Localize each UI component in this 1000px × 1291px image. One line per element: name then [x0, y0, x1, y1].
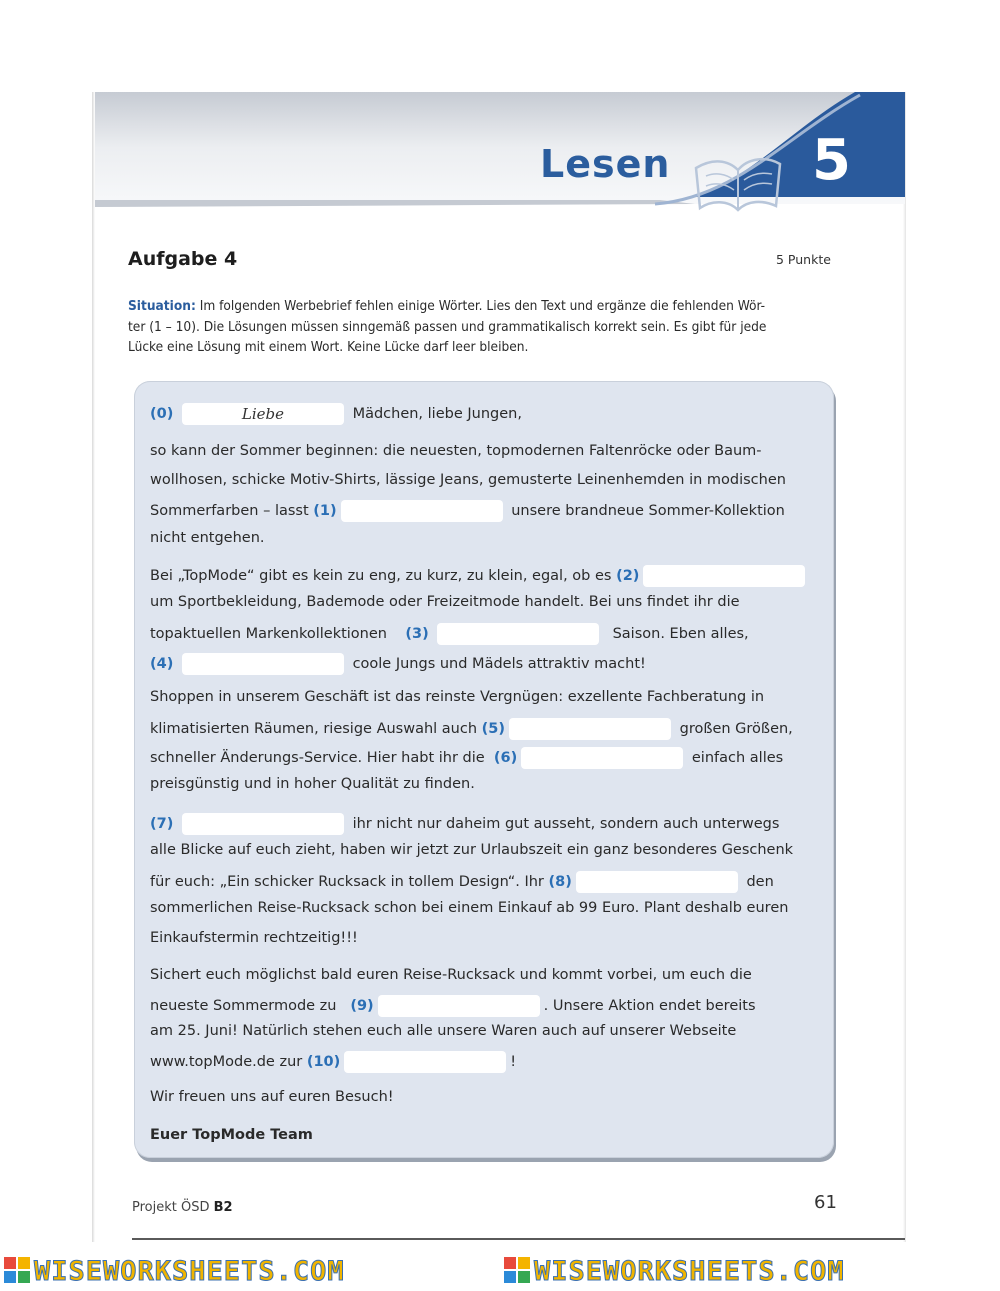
watermark-text: WISEWORKSHEETS.COM: [34, 1256, 345, 1287]
letter-line: [150, 995, 756, 1017]
watermark-2: [504, 1256, 845, 1287]
text: klimatisierten Räumen, riesige Auswahl auch: [150, 721, 478, 737]
text: www.topMode.de zur: [150, 1054, 303, 1070]
letter-line: [150, 472, 786, 488]
text: Einkaufstermin rechtzeitig!!!: [150, 930, 358, 946]
letter-line: [150, 747, 783, 769]
text: Sichert euch möglichst bald euren Reise-Rucksack und kommt vorbei, um euch die: [150, 967, 752, 983]
gap-number-2: (2): [616, 568, 640, 584]
task-title: Aufgabe 4: [128, 248, 238, 270]
text: für euch: „Ein schicker Rucksack in tollem Design“. Ihr: [150, 874, 544, 890]
text: sommerlichen Reise-Rucksack schon bei einem Einkauf ab 99 Euro. Plant deshalb euren: [150, 900, 789, 916]
book-level: B2: [213, 1200, 233, 1215]
letter-line: [150, 500, 785, 522]
section-title: Lesen: [540, 142, 671, 186]
gap-number-10: (10): [306, 1054, 341, 1070]
text: um Sportbekleidung, Bademode oder Freizeitmode handelt. Bei uns findet ihr die: [150, 594, 740, 610]
text: so kann der Sommer beginnen: die neuesten, topmodernen Faltenröcke oder Baum-: [150, 443, 762, 459]
letter-line: [150, 623, 749, 645]
letter-line: [150, 443, 762, 459]
text: !: [510, 1054, 517, 1070]
situation-label: Situation:: [128, 298, 196, 314]
closing-line: [150, 1089, 394, 1105]
letter-line: [150, 813, 779, 835]
watermark-1: [4, 1256, 345, 1287]
text: am 25. Juni! Natürlich stehen euch alle unsere Waren auch auf unserer Webseite: [150, 1023, 737, 1039]
book-name: Projekt ÖSD: [132, 1200, 214, 1215]
situation-line-2: ter (1 – 10). Die Lösungen müssen sinngemäß passen und grammatikalisch korrekt sein. Es gibt für jede: [128, 318, 767, 335]
page-edge-left: [92, 92, 95, 1242]
text: alle Blicke auf euch zieht, haben wir jetzt zur Urlaubszeit ein ganz besonderes Geschenk: [150, 842, 794, 858]
gap-input-9[interactable]: [378, 995, 540, 1017]
text: . Unsere Aktion endet bereits: [543, 998, 756, 1014]
watermark-logo-icon: [4, 1257, 30, 1283]
letter-line: [150, 930, 358, 946]
text: preisgünstig und in hoher Qualität zu finden.: [150, 776, 475, 792]
footer-divider: [132, 1238, 905, 1240]
gap-input-3[interactable]: [437, 623, 599, 645]
text: Saison. Eben alles,: [612, 626, 749, 642]
gap-number-9: (9): [350, 998, 374, 1014]
gap-input-4[interactable]: [182, 653, 344, 675]
text: Wir freuen uns auf euren Besuch!: [150, 1089, 394, 1105]
open-book-icon: [688, 128, 788, 218]
text: den: [746, 874, 774, 890]
letter-box: [134, 381, 834, 1158]
letter-line: [150, 967, 752, 983]
page-number: 61: [814, 1192, 837, 1213]
letter-line: [150, 900, 788, 916]
gap-input-1[interactable]: [341, 500, 503, 522]
letter-line: [150, 842, 793, 858]
gap-input-8[interactable]: [576, 871, 738, 893]
gap-input-5[interactable]: [509, 718, 671, 740]
watermark-text: WISEWORKSHEETS.COM: [534, 1256, 845, 1287]
gap-number-5: (5): [481, 721, 505, 737]
chapter-number: 5: [812, 128, 851, 193]
text: Bei „TopMode“ gibt es kein zu eng, zu kurz, zu klein, egal, ob es: [150, 568, 612, 584]
letter-line: [150, 530, 265, 546]
letter-line: [150, 565, 809, 587]
situation-text: [128, 296, 833, 358]
gap-number-1: (1): [313, 503, 337, 519]
letter-line: [150, 594, 740, 610]
page-edge-right: [903, 92, 906, 1242]
letter-line: [150, 718, 793, 740]
text: Shoppen in unserem Geschäft ist das reinste Vergnügen: exzellente Fachberatung in: [150, 689, 765, 705]
book-title: [132, 1200, 233, 1215]
example-answer: Liebe: [182, 403, 344, 425]
text: ihr nicht nur daheim gut ausseht, sondern auch unterwegs: [352, 816, 780, 832]
text: wollhosen, schicke Motiv-Shirts, lässige Jeans, gemusterte Leinenhemden in modischen: [150, 472, 786, 488]
text: Euer TopMode Team: [150, 1127, 313, 1143]
gap-input-7[interactable]: [182, 813, 344, 835]
situation-line-3: Lücke eine Lösung mit einem Wort. Keine Lücke darf leer bleiben.: [128, 339, 529, 355]
text: coole Jungs und Mädels attraktiv macht!: [352, 656, 646, 672]
points-label: 5 Punkte: [776, 252, 831, 267]
text: neueste Sommermode zu: [150, 998, 337, 1014]
letter-line: [150, 776, 475, 792]
letter-line: [150, 653, 646, 675]
text: Sommerfarben – lasst: [150, 503, 309, 519]
text: nicht entgehen.: [150, 530, 265, 546]
letter-greeting-line: [150, 403, 522, 425]
watermark-logo-icon: [504, 1257, 530, 1283]
letter-line: [150, 1051, 516, 1073]
gap-number-7: (7): [150, 816, 174, 832]
gap-number-6: (6): [493, 750, 518, 766]
letter-line: [150, 871, 774, 893]
signature-line: [150, 1127, 313, 1143]
gap-number-8: (8): [548, 874, 572, 890]
gap-number-0: (0): [150, 406, 174, 422]
gap-number-4: (4): [150, 656, 174, 672]
letter-line: [150, 689, 764, 705]
gap-number-3: (3): [405, 626, 429, 642]
text: schneller Änderungs-Service. Hier habt ihr die: [150, 750, 485, 766]
text: topaktuellen Markenkollektionen: [150, 626, 387, 642]
situation-line-1: Im folgenden Werbebrief fehlen einige Wörter. Lies den Text und ergänze die fehlenden Wör-: [195, 298, 766, 314]
text: unsere brandneue Sommer-Kollektion: [511, 503, 785, 519]
gap-input-10[interactable]: [344, 1051, 506, 1073]
text: einfach alles: [691, 750, 784, 766]
gap-input-2[interactable]: [643, 565, 805, 587]
letter-line: [150, 1023, 736, 1039]
greeting-text: Mädchen, liebe Jungen,: [352, 406, 522, 422]
gap-input-6[interactable]: [521, 747, 683, 769]
text: großen Größen,: [679, 721, 793, 737]
